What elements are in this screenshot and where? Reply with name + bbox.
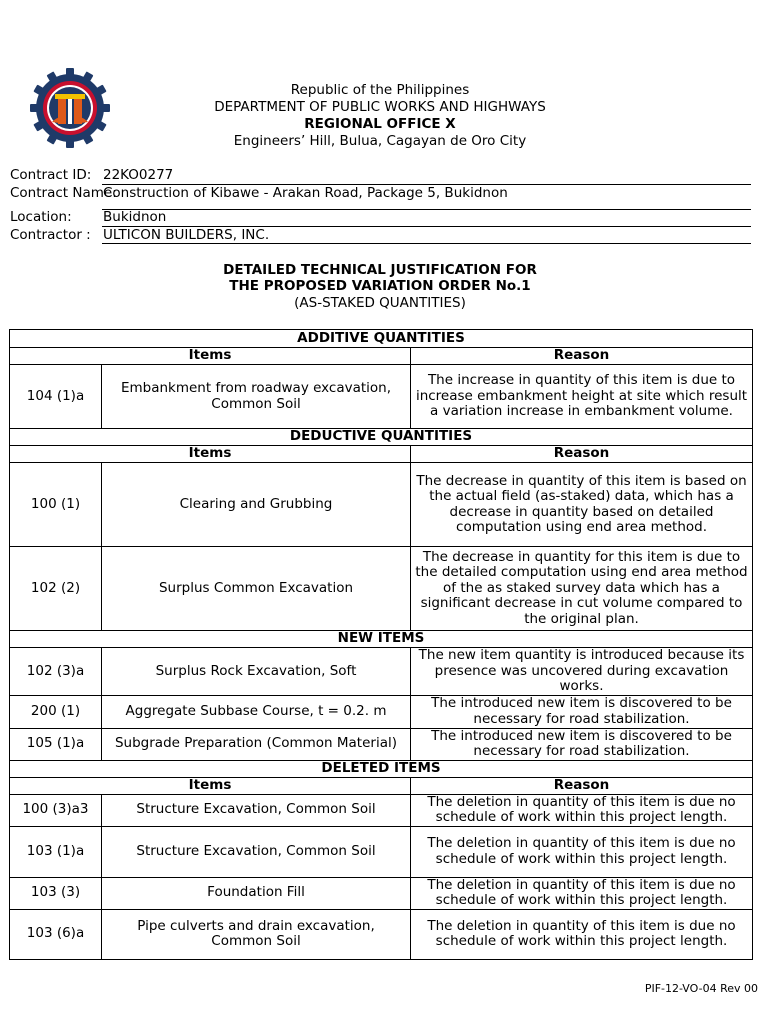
table-row	[10, 728, 753, 760]
item-reason: The increase in quantity of this item is due to increase embankment height at site which result a variation increase in embankment volume.	[411, 365, 753, 429]
item-reason: The deletion in quantity of this item is due no schedule of work within this project length.	[411, 909, 753, 959]
items-header: Items	[10, 348, 411, 365]
section-title: DELETED ITEMS	[10, 760, 753, 777]
item-reason: The introduced new item is discovered to be necessary for road stabilization.	[411, 728, 753, 760]
item-description: Structure Excavation, Common Soil	[102, 826, 411, 877]
item-description: Subgrade Preparation (Common Material)	[102, 728, 411, 760]
contractor-value: ULTICON BUILDERS, INC.	[103, 227, 270, 243]
title-line-3: (AS-STAKED QUANTITIES)	[294, 295, 466, 311]
table-row	[10, 695, 753, 728]
item-reason: The decrease in quantity of this item is based on the actual field (as-staked) data, which has a decrease in quantity based on detailed computation using end area method.	[411, 463, 753, 547]
contract-id-label: Contract ID:	[10, 167, 92, 183]
contract-name-label: Contract Name:	[10, 185, 117, 201]
section-row-new-items	[10, 631, 753, 648]
item-code: 200 (1)	[10, 695, 102, 728]
letterhead	[0, 82, 760, 150]
column-header-row	[10, 446, 753, 463]
table-row	[10, 794, 753, 826]
table-row	[10, 547, 753, 631]
table-row	[10, 826, 753, 877]
title-line-2: THE PROPOSED VARIATION ORDER No.1	[229, 278, 531, 294]
section-row-deleted	[10, 760, 753, 777]
justification-table	[9, 329, 753, 960]
item-reason: The deletion in quantity of this item is due no schedule of work within this project length.	[411, 826, 753, 877]
table-row	[10, 909, 753, 959]
item-code: 103 (6)a	[10, 909, 102, 959]
item-description: Structure Excavation, Common Soil	[102, 794, 411, 826]
item-description: Clearing and Grubbing	[102, 463, 411, 547]
table-row	[10, 463, 753, 547]
item-code: 103 (3)	[10, 877, 102, 909]
item-description: Aggregate Subbase Course, t = 0.2. m	[102, 695, 411, 728]
reason-header: Reason	[411, 777, 753, 794]
table-row	[10, 365, 753, 429]
divider	[102, 209, 751, 210]
section-title: DEDUCTIVE QUANTITIES	[10, 429, 753, 446]
department-line: DEPARTMENT OF PUBLIC WORKS AND HIGHWAYS	[214, 99, 546, 115]
items-header: Items	[10, 446, 411, 463]
contractor-label: Contractor :	[10, 227, 91, 243]
address-line: Engineers’ Hill, Bulua, Cagayan de Oro City	[233, 133, 527, 149]
item-code: 103 (1)a	[10, 826, 102, 877]
title-line-1: DETAILED TECHNICAL JUSTIFICATION FOR	[223, 262, 537, 278]
item-description: Surplus Common Excavation	[102, 547, 411, 631]
location-value: Bukidnon	[103, 209, 167, 225]
item-description: Surplus Rock Excavation, Soft	[102, 648, 411, 696]
column-header-row	[10, 777, 753, 794]
item-code: 102 (3)a	[10, 648, 102, 696]
items-header: Items	[10, 777, 411, 794]
reason-header: Reason	[411, 446, 753, 463]
regional-office-line: REGIONAL OFFICE X	[304, 116, 456, 132]
item-description: Pipe culverts and drain excavation, Common Soil	[102, 909, 411, 959]
item-reason: The introduced new item is discovered to be necessary for road stabilization.	[411, 695, 753, 728]
section-title: NEW ITEMS	[10, 631, 753, 648]
item-reason: The deletion in quantity of this item is due no schedule of work within this project length.	[411, 877, 753, 909]
contract-name-value: Construction of Kibawe - Arakan Road, Package 5, Bukidnon	[103, 185, 508, 201]
item-reason: The new item quantity is introduced because its presence was uncovered during excavation works.	[411, 648, 753, 696]
section-row-deductive	[10, 429, 753, 446]
contract-id-value: 22KO0277	[103, 167, 174, 183]
section-row-additive	[10, 330, 753, 348]
item-description: Foundation Fill	[102, 877, 411, 909]
table-row	[10, 648, 753, 696]
item-code: 100 (1)	[10, 463, 102, 547]
item-reason: The deletion in quantity of this item is due no schedule of work within this project length.	[411, 794, 753, 826]
form-code: PIF-12-VO-04 Rev 00	[644, 982, 758, 995]
section-title: ADDITIVE QUANTITIES	[10, 330, 753, 348]
republic-line: Republic of the Philippines	[290, 82, 470, 98]
table-row	[10, 877, 753, 909]
item-description: Embankment from roadway excavation, Common Soil	[102, 365, 411, 429]
item-reason: The decrease in quantity for this item is due to the detailed computation using end area method of the as staked survey data which has a significant decrease in cut volume compared to the original plan.	[411, 547, 753, 631]
item-code: 102 (2)	[10, 547, 102, 631]
item-code: 105 (1)a	[10, 728, 102, 760]
column-header-row	[10, 348, 753, 365]
item-code: 100 (3)a3	[10, 794, 102, 826]
location-label: Location:	[10, 209, 72, 225]
reason-header: Reason	[411, 348, 753, 365]
item-code: 104 (1)a	[10, 365, 102, 429]
divider	[102, 243, 751, 244]
document-title	[0, 262, 760, 311]
